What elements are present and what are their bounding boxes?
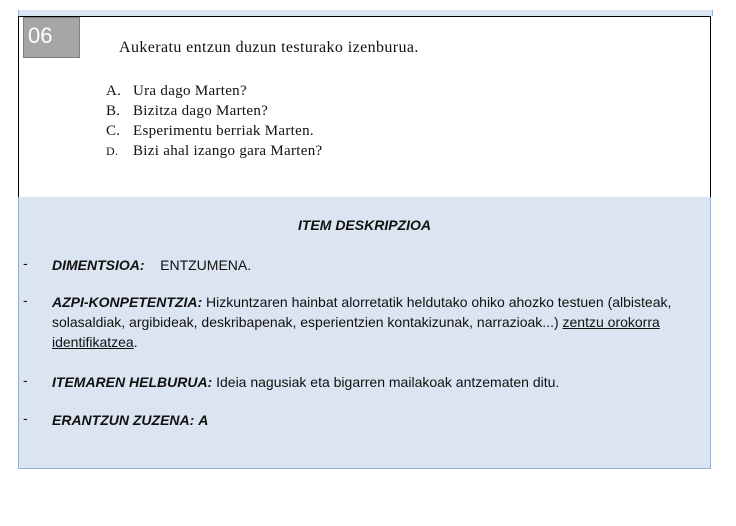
bullet: - <box>23 255 28 271</box>
bullet: - <box>23 292 28 308</box>
answer-value: A <box>198 412 209 428</box>
option-d <box>106 141 322 161</box>
option-b <box>106 101 322 121</box>
question-box <box>18 16 711 198</box>
question-number: 06 <box>23 17 80 58</box>
option-text: Bizitza dago Marten? <box>133 103 269 119</box>
subcompetence-row <box>52 292 702 352</box>
option-letter: D. <box>106 144 119 158</box>
answer-row <box>52 410 702 430</box>
subcompetence-end: . <box>133 334 138 350</box>
option-text: Ura dago Marten? <box>133 83 247 99</box>
answer-options <box>106 81 322 161</box>
question-prompt: Aukeratu entzun duzun testurako izenburua. <box>119 39 419 56</box>
option-c <box>106 121 322 141</box>
dimension-row <box>52 255 702 275</box>
option-letter: A. <box>106 83 122 99</box>
goal-label: ITEMAREN HELBURUA: <box>52 374 213 390</box>
option-letter: C. <box>106 123 121 139</box>
subcompetence-text: Hizkuntzaren hainbat alorretatik heldutako ohiko ahozko testuen (albisteak, solasaldiak, argibideak, deskribapenak, esperientzien kontakizunak, narrazioak...) <box>52 294 672 330</box>
dimension-label: DIMENTSIOA: <box>52 257 145 273</box>
option-text: Esperimentu berriak Marten. <box>133 123 314 139</box>
answer-label: ERANTZUN ZUZENA: <box>52 412 195 428</box>
bullet: - <box>23 372 28 388</box>
subcompetence-underlined: zentzu orokorra identifikatzea <box>52 314 660 350</box>
option-text: Bizi ahal izango gara Marten? <box>133 143 323 159</box>
subcompetence-label: AZPI-KONPETENTZIA: <box>52 294 203 310</box>
goal-value: Ideia nagusiak eta bigarren mailakoak antzematen ditu. <box>216 374 560 390</box>
item-description <box>18 197 711 469</box>
option-a <box>106 81 322 101</box>
description-title: ITEM DESKRIPZIOA <box>297 217 431 233</box>
bullet: - <box>23 410 28 426</box>
option-letter: B. <box>106 103 121 119</box>
dimension-value: ENTZUMENA. <box>160 257 252 273</box>
goal-row <box>52 372 702 392</box>
